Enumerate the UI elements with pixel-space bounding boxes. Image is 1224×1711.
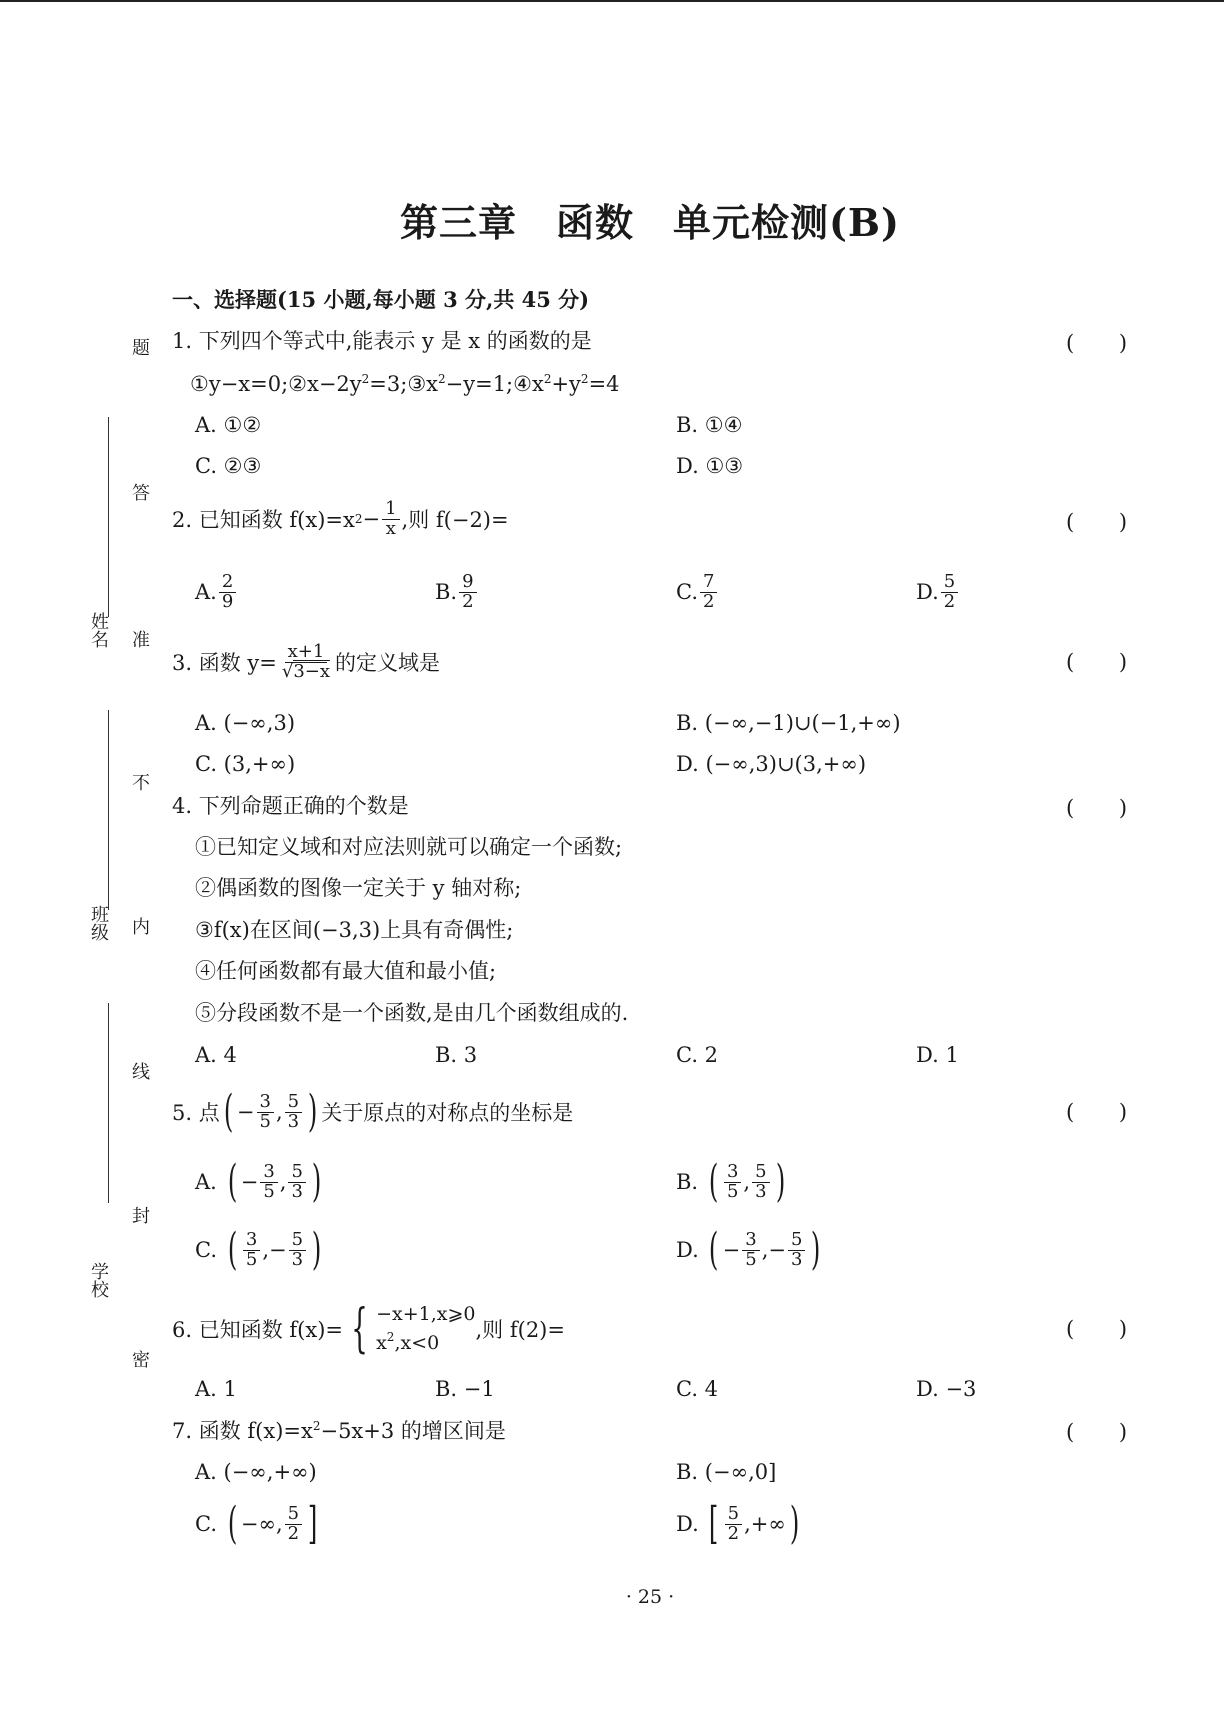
name-label: 姓名 (88, 612, 109, 648)
q4-statement-3: ③f(x)在区间(−3,3)上具有奇偶性; (195, 918, 514, 942)
q4-statement-1: ①已知定义域和对应法则就可以确定一个函数; (195, 835, 623, 859)
q3-fraction: $\frac{x+1}{√3-x}$ (281, 640, 331, 682)
q4-statement-5: ⑤分段函数不是一个函数,是由几个函数组成的. (195, 1001, 629, 1025)
answer-blank-6[interactable]: ( ) (1066, 1317, 1128, 1341)
q2-option-a[interactable]: A. $\frac{2}{9}$ (195, 567, 238, 617)
page-number: · 25 · (625, 1586, 675, 1608)
answer-blank-5[interactable]: ( ) (1066, 1100, 1128, 1124)
q5-option-d[interactable]: D. ( − $\frac{3}{5}$ , − $\frac{5}{3}$ ) (676, 1224, 821, 1275)
q5-option-a[interactable]: A. ( − $\frac{3}{5}$ , $\frac{5}{3}$ ) (195, 1156, 322, 1207)
q4-statement-4: ④任何函数都有最大值和最小值; (195, 959, 497, 983)
side-label-xian: 线 (129, 1062, 150, 1080)
q7-option-d[interactable]: D. [ $\frac{5}{2}$ ,+∞ ) (676, 1498, 800, 1549)
name-field-line (108, 417, 109, 617)
q6-option-c[interactable]: C. 4 (676, 1377, 719, 1401)
answer-blank-1[interactable]: ( ) (1066, 331, 1128, 355)
side-label-ti: 题 (129, 338, 150, 356)
q2-option-c[interactable]: C. $\frac{7}{2}$ (676, 567, 719, 617)
school-field-line (108, 1003, 109, 1203)
page-title: 第三章 函数 单元检测(B) (399, 200, 901, 245)
q4-option-a[interactable]: A. 4 (195, 1043, 237, 1067)
question-6-stem: 6. 已知函数 f(x)= { −x+1,x⩾0 $x^2,x<0$ ,则 f(2)= (172, 1299, 565, 1359)
section-heading: 一、选择题(15 小题,每小题 3 分,共 45 分) (172, 287, 590, 312)
side-label-mi: 密 (129, 1350, 150, 1368)
q4-option-d[interactable]: D. 1 (916, 1043, 959, 1067)
question-4-stem: 4. 下列命题正确的个数是 (172, 794, 409, 818)
q2-option-b[interactable]: B. $\frac{9}{2}$ (435, 567, 479, 617)
q7-option-b[interactable]: B. (−∞,0] (676, 1460, 777, 1484)
q5-option-b[interactable]: B. ( $\frac{3}{5}$ , $\frac{5}{3}$ ) (676, 1156, 785, 1207)
question-1-equations: $①y-x=0;②x-2y^2=3;③x^2-y=1;④x^2+y^2=4$ (190, 372, 620, 396)
question-1-stem: 1. 下列四个等式中,能表示 y 是 x 的函数的是 (172, 329, 592, 353)
answer-blank-2[interactable]: ( ) (1066, 510, 1128, 534)
question-2-stem: 2. 已知函数 f(x)=x 2 − $\frac{1}{x}$ ,则 f(−2)= (172, 497, 509, 539)
question-7-stem: 7. 函数 $f(x)=x^2-5x+3$ 的增区间是 (172, 1419, 506, 1443)
q5-option-c[interactable]: C. ( $\frac{3}{5}$ , − $\frac{5}{3}$ ) (195, 1224, 322, 1275)
question-5-stem: 5. 点 ( − $\frac{3}{5}$ , $\frac{5}{3}$ ) 关于原点的对称点的坐标是 (172, 1086, 574, 1137)
side-label-zhun: 准 (129, 630, 150, 648)
side-label-feng: 封 (129, 1206, 150, 1224)
answer-blank-7[interactable]: ( ) (1066, 1420, 1128, 1444)
q4-statement-2: ②偶函数的图像一定关于 y 轴对称; (195, 876, 522, 900)
q4-option-c[interactable]: C. 2 (676, 1043, 719, 1067)
q4-option-b[interactable]: B. 3 (435, 1043, 478, 1067)
q3-option-a[interactable]: A. (−∞,3) (195, 711, 296, 735)
answer-blank-3[interactable]: ( ) (1066, 650, 1128, 674)
q6-piecewise: { −x+1,x⩾0 $x^2,x<0$ (351, 1299, 476, 1359)
side-label-bu: 不 (129, 773, 150, 791)
q1-option-a[interactable]: A. ①② (195, 413, 262, 437)
q3-option-c[interactable]: C. (3,+∞) (195, 752, 296, 776)
q7-option-c[interactable]: C. ( −∞, $\frac{5}{2}$ ] (195, 1498, 318, 1549)
q1-option-c[interactable]: C. ②③ (195, 454, 262, 478)
q2-fraction: $\frac{1}{x}$ (382, 500, 399, 539)
side-label-da: 答 (129, 483, 150, 501)
top-border (0, 0, 1224, 2)
q6-option-d[interactable]: D. −3 (916, 1377, 977, 1401)
q6-option-b[interactable]: B. −1 (435, 1377, 495, 1401)
q3-option-b[interactable]: B. (−∞,−1)∪(−1,+∞) (676, 711, 901, 735)
class-label: 班级 (88, 905, 109, 941)
q7-option-a[interactable]: A. (−∞,+∞) (195, 1460, 317, 1484)
q6-option-a[interactable]: A. 1 (195, 1377, 237, 1401)
question-3-stem: 3. 函数 y= $\frac{x+1}{√3-x}$ 的定义域是 (172, 640, 441, 682)
class-field-line (108, 710, 109, 910)
q2-option-d[interactable]: D. $\frac{5}{2}$ (916, 567, 960, 617)
q1-option-b[interactable]: B. ①④ (676, 413, 743, 437)
answer-blank-4[interactable]: ( ) (1066, 796, 1128, 820)
side-label-nei: 内 (129, 917, 150, 935)
q1-option-d[interactable]: D. ①③ (676, 454, 744, 478)
school-label: 学校 (88, 1262, 109, 1298)
q3-option-d[interactable]: D. (−∞,3)∪(3,+∞) (676, 752, 867, 776)
